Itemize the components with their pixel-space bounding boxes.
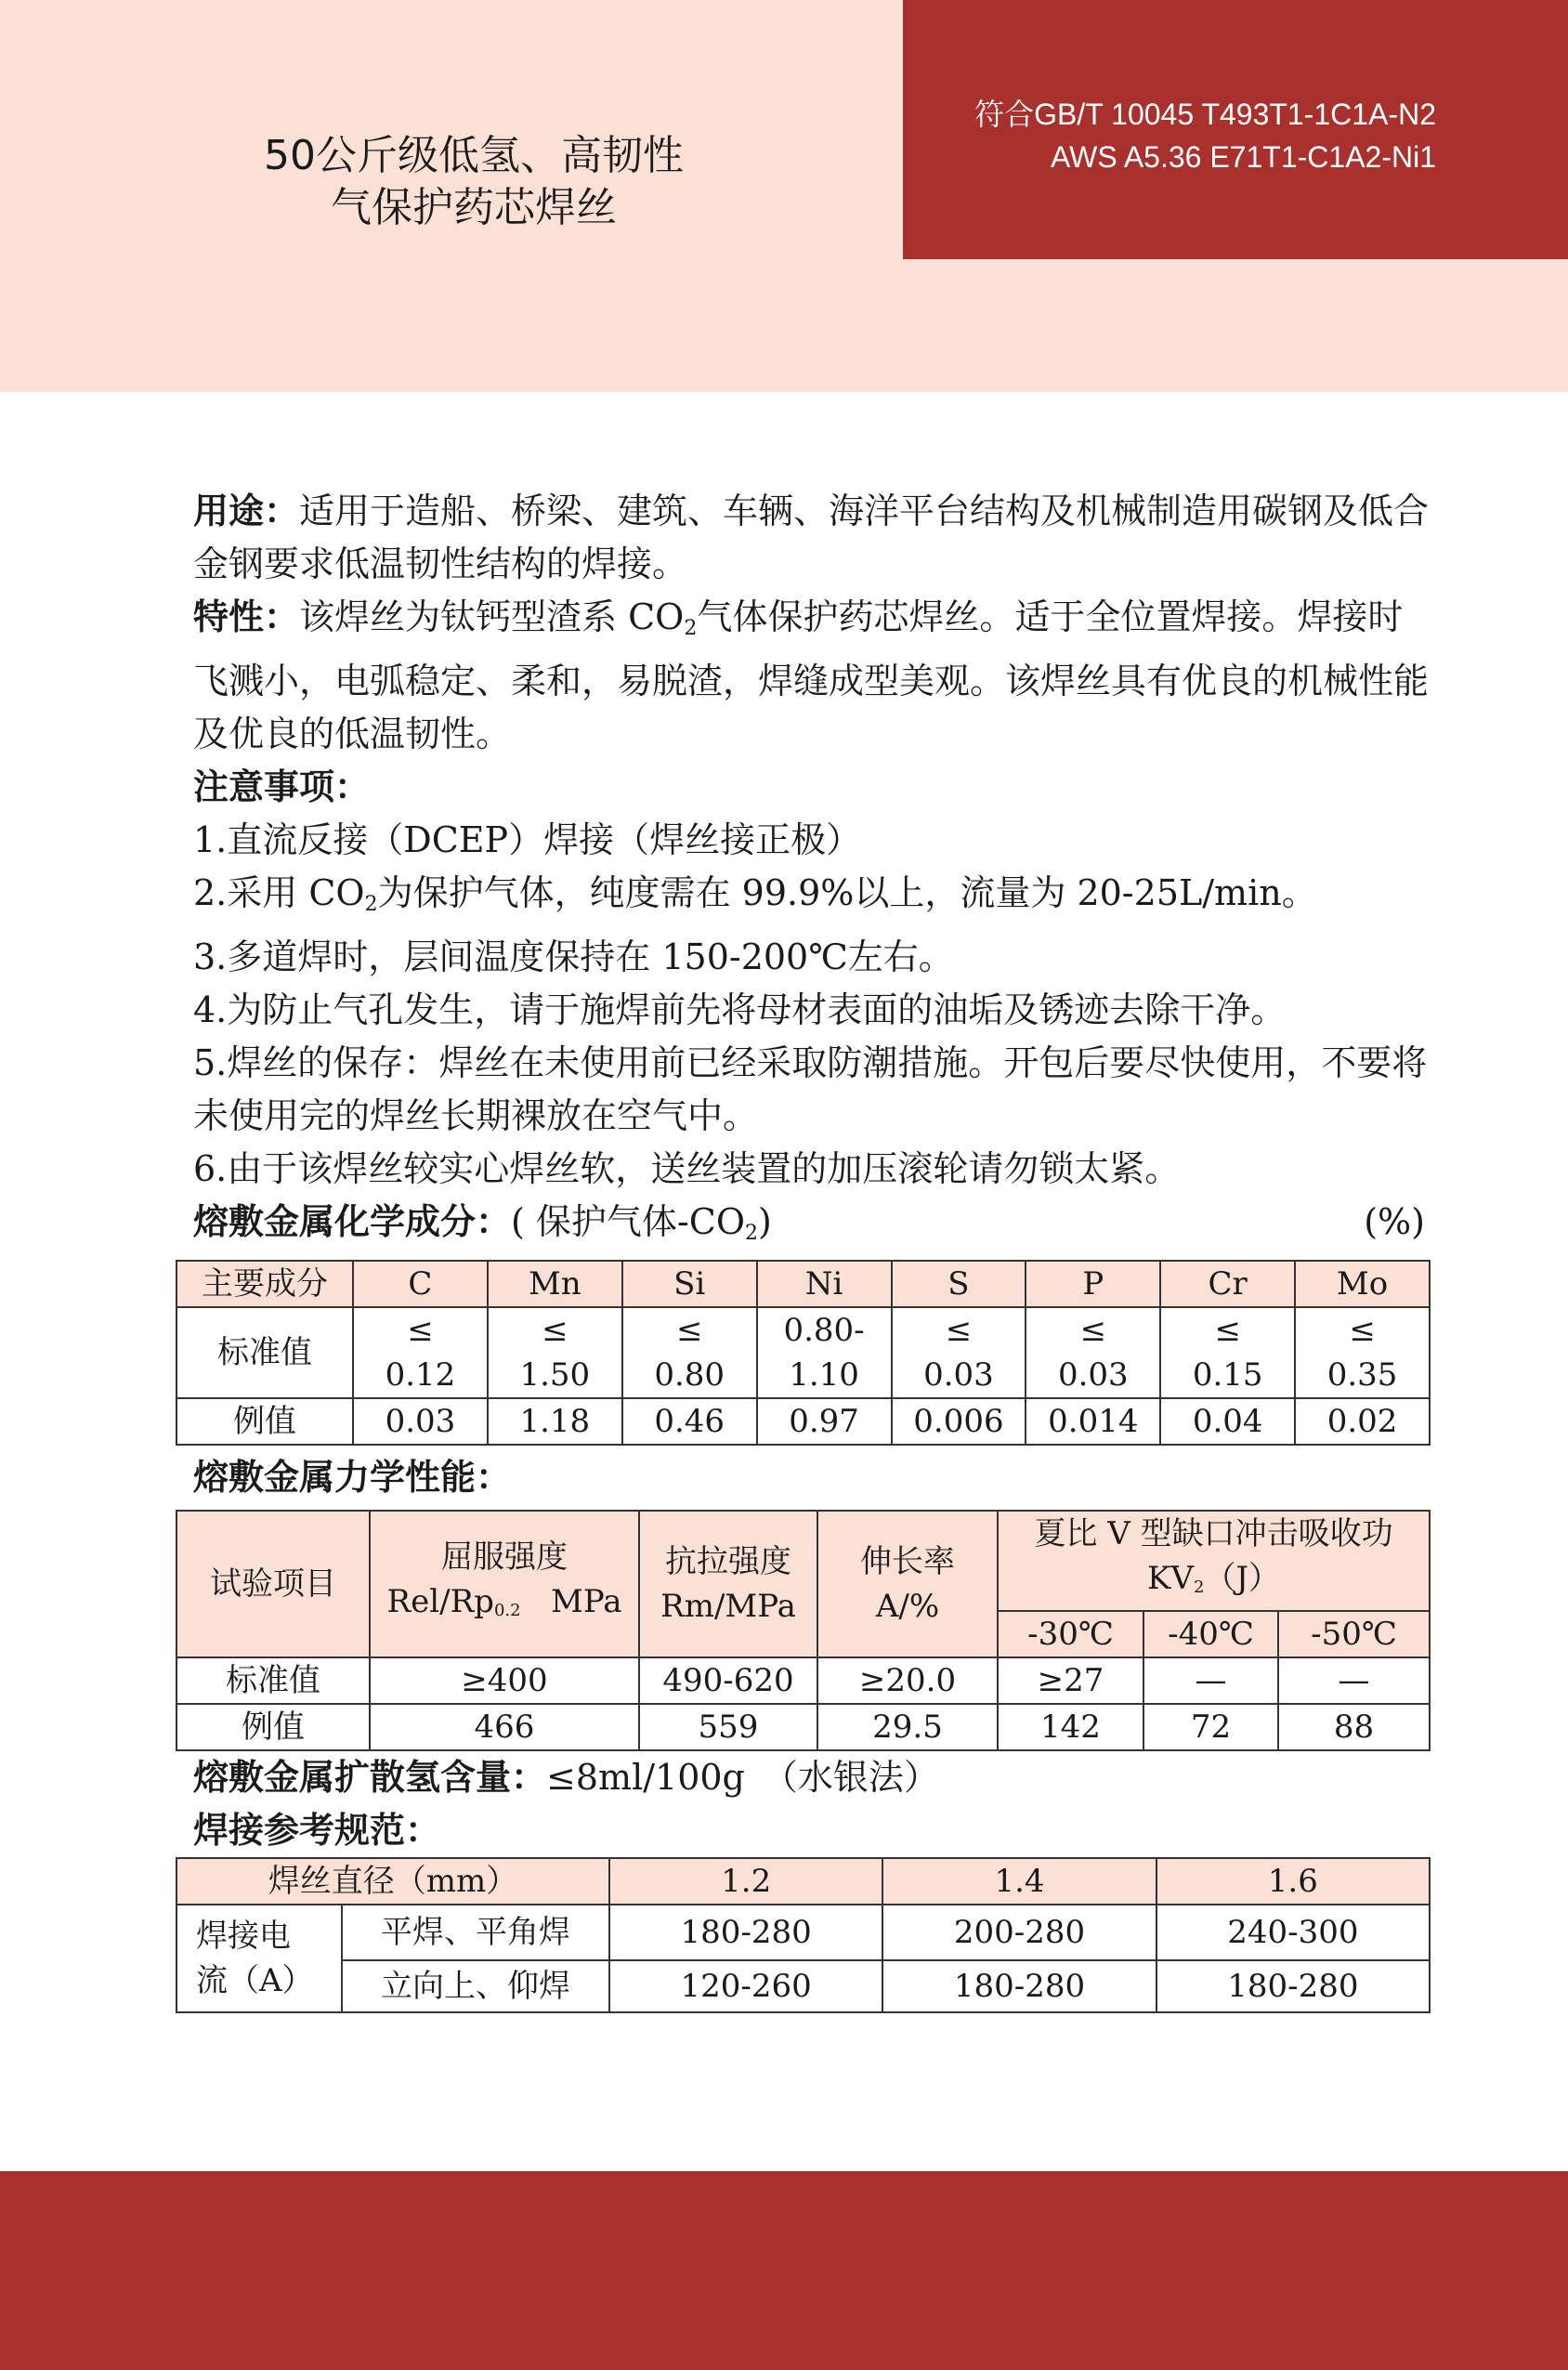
mech-elong-b: A/% bbox=[875, 1588, 940, 1625]
mech-temp-cell: -50℃ bbox=[1278, 1611, 1430, 1657]
chem-gas-sub: 2 bbox=[745, 1222, 758, 1245]
mech-standard-cell: 490-620 bbox=[639, 1657, 817, 1704]
mech-impact-b: KV bbox=[1146, 1560, 1194, 1597]
mech-example-cell: 72 bbox=[1143, 1704, 1278, 1750]
note-3: 3.多道焊时，层间温度保持在 150-200℃左右。 bbox=[193, 936, 954, 977]
chem-std-bottom: 0.03 bbox=[1057, 1356, 1129, 1394]
features-sub: 2 bbox=[684, 617, 698, 640]
notes-heading: 注意事项： bbox=[193, 766, 371, 807]
standard-line-gb: 符合GB/T 10045 T493T1-1C1A-N2 bbox=[974, 98, 1436, 131]
mech-impact-header bbox=[998, 1511, 1430, 1611]
chem-example-cell: 0.04 bbox=[1160, 1398, 1295, 1445]
mech-yield-a: 屈服强度 bbox=[441, 1539, 568, 1576]
features-text-b: 气体保护药芯焊丝。适于全位置焊接。焊接时飞溅小，电弧稳定、柔和，易脱渣，焊缝成型美观。该焊丝具有优良的机械性能及优良的低温韧性。 bbox=[193, 596, 1430, 754]
chem-standard-cell bbox=[1026, 1307, 1160, 1398]
weld-current-label bbox=[176, 1905, 342, 2012]
chem-std-bottom: 1.10 bbox=[789, 1356, 859, 1394]
note-4: 4.为防止气孔发生，请于施焊前先将母材表面的油垢及锈迹去除干净。 bbox=[193, 989, 1287, 1030]
mech-standard-label: 标准值 bbox=[176, 1657, 370, 1704]
chem-example-label: 例值 bbox=[176, 1398, 353, 1445]
chem-std-top: ≤ bbox=[1214, 1312, 1241, 1349]
usage-text: 适用于造船、桥梁、建筑、车辆、海洋平台结构及机械制造用碳钢及低合金钢要求低温韧性结构的焊接。 bbox=[193, 491, 1430, 584]
mech-tensile-a: 抗拉强度 bbox=[665, 1543, 791, 1580]
chem-table bbox=[176, 1260, 1431, 1446]
chem-example-cell: 0.014 bbox=[1026, 1398, 1160, 1445]
chem-header-cell: 主要成分 bbox=[176, 1261, 353, 1307]
weld-row-vertical bbox=[176, 1960, 1430, 2012]
mech-yield-sub: 0.2 bbox=[493, 1601, 521, 1620]
chem-heading-row bbox=[193, 1196, 1431, 1260]
note-1: 1.直流反接（DCEP）焊接（焊丝接正极） bbox=[193, 819, 862, 860]
chem-gas-b: ) bbox=[758, 1201, 772, 1242]
chem-heading bbox=[193, 1196, 772, 1260]
chem-header-cell: Ni bbox=[757, 1261, 892, 1307]
standard-box bbox=[903, 0, 1568, 259]
product-title bbox=[139, 130, 808, 234]
weld-pos1-cell: 180-280 bbox=[609, 1905, 882, 1960]
chem-example-cell: 0.02 bbox=[1295, 1398, 1430, 1445]
note-6: 6.由于该焊丝较实心焊丝软，送丝装置的加压滚轮请勿锁太紧。 bbox=[193, 1148, 1181, 1189]
chem-example-cell: 0.97 bbox=[757, 1398, 892, 1445]
mech-standard-cell: ≥27 bbox=[998, 1657, 1143, 1704]
mech-impact-sub: 2 bbox=[1193, 1578, 1205, 1597]
mech-yield-b-line bbox=[371, 1579, 638, 1633]
hydrogen-label: 熔敷金属扩散氢含量： bbox=[193, 1757, 547, 1798]
mech-impact-a: 夏比 V 型缺口冲击吸收功 bbox=[1034, 1515, 1393, 1552]
mech-heading: 熔敷金属力学性能： bbox=[193, 1457, 512, 1498]
chem-std-bottom: 0.35 bbox=[1326, 1356, 1398, 1394]
chem-header-cell: Mo bbox=[1295, 1261, 1430, 1307]
mech-header-row-1 bbox=[176, 1511, 1430, 1611]
chem-example-row bbox=[176, 1398, 1430, 1445]
mech-impact-c: （J） bbox=[1204, 1560, 1281, 1597]
chem-heading-label: 熔敷金属化学成分： bbox=[193, 1201, 512, 1242]
weld-table bbox=[176, 1857, 1431, 2013]
weld-pos2-cell: 180-280 bbox=[1156, 1960, 1430, 2012]
note-5: 5.焊丝的保存：焊丝在未使用前已经采取防潮措施。开包后要尽快使用，不要将未使用完的焊丝长期裸放在空气中。 bbox=[193, 1042, 1428, 1136]
mech-example-cell: 466 bbox=[370, 1704, 639, 1750]
mech-example-cell: 559 bbox=[639, 1704, 817, 1750]
weld-pos1-label: 平焊、平角焊 bbox=[342, 1905, 609, 1960]
chem-std-top: ≤ bbox=[945, 1312, 973, 1349]
mech-example-cell: 88 bbox=[1278, 1704, 1430, 1750]
weld-pos1-cell: 240-300 bbox=[1156, 1905, 1430, 1960]
chem-standard-cell bbox=[1160, 1307, 1295, 1398]
features-label: 特性： bbox=[193, 596, 300, 637]
hydrogen-value: ≤8ml/100g （水银法） bbox=[546, 1757, 939, 1798]
chem-header-cell: C bbox=[353, 1261, 488, 1307]
chem-std-top: ≤ bbox=[407, 1312, 434, 1349]
weld-pos1-cell: 200-280 bbox=[882, 1905, 1156, 1960]
main-content bbox=[193, 485, 1431, 2013]
chem-standard-cell bbox=[757, 1307, 892, 1398]
chem-std-top: ≤ bbox=[1349, 1312, 1376, 1349]
weld-row-flat bbox=[176, 1905, 1430, 1960]
weld-heading: 焊接参考规范： bbox=[193, 1810, 441, 1851]
chem-std-top: ≤ bbox=[542, 1312, 568, 1349]
chem-example-cell: 0.006 bbox=[892, 1398, 1026, 1445]
mech-elong-header bbox=[817, 1511, 998, 1657]
chem-std-bottom: 0.12 bbox=[385, 1356, 456, 1394]
mech-tensile-header bbox=[639, 1511, 817, 1657]
mech-example-cell: 29.5 bbox=[817, 1704, 998, 1750]
mech-elong-a: 伸长率 bbox=[860, 1543, 955, 1580]
chem-std-top: ≤ bbox=[675, 1312, 703, 1349]
chem-header-cell: Cr bbox=[1160, 1261, 1295, 1307]
weld-dia-cell: 1.6 bbox=[1156, 1858, 1430, 1905]
mech-temp-cell: -40℃ bbox=[1143, 1611, 1278, 1657]
chem-header-cell: S bbox=[892, 1261, 1026, 1307]
weld-pos2-label: 立向上、仰焊 bbox=[342, 1960, 609, 2012]
hydrogen-line bbox=[193, 1751, 1431, 1804]
chem-gas-a: ( 保护气体-CO bbox=[511, 1201, 745, 1242]
weld-header-row bbox=[176, 1858, 1430, 1905]
note-2-b: 为保护气体，纯度需在 99.9%以上，流量为 20-25L/min。 bbox=[377, 872, 1317, 913]
chem-standard-cell bbox=[353, 1307, 488, 1398]
weld-dia-label: 焊丝直径（mm） bbox=[176, 1858, 609, 1905]
chem-example-cell: 0.46 bbox=[622, 1398, 757, 1445]
usage-paragraph bbox=[193, 485, 1431, 591]
weld-dia-cell: 1.2 bbox=[609, 1858, 882, 1905]
chem-standard-cell bbox=[488, 1307, 622, 1398]
note-2-sub: 2 bbox=[364, 893, 378, 916]
chem-header-cell: Mn bbox=[488, 1261, 622, 1307]
mech-example-row bbox=[176, 1704, 1430, 1750]
mech-standard-cell: ≥20.0 bbox=[817, 1657, 998, 1704]
usage-label: 用途： bbox=[193, 491, 300, 531]
mech-yield-header bbox=[370, 1511, 639, 1657]
chem-std-bottom: 0.03 bbox=[923, 1356, 994, 1394]
chem-std-bottom: 0.15 bbox=[1192, 1356, 1263, 1394]
chem-std-top: 0.80- bbox=[783, 1312, 865, 1349]
mech-yield-unit: MPa bbox=[551, 1583, 622, 1620]
mech-yield-b: Rel/Rp bbox=[386, 1583, 494, 1620]
chem-standard-row bbox=[176, 1307, 1430, 1398]
chem-standard-cell bbox=[1295, 1307, 1430, 1398]
product-title-line2: 气保护药芯焊丝 bbox=[331, 184, 617, 231]
chem-standard-cell bbox=[622, 1307, 757, 1398]
mech-standard-cell: ≥400 bbox=[370, 1657, 639, 1704]
note-2 bbox=[193, 867, 1431, 931]
mech-standard-cell: — bbox=[1278, 1657, 1430, 1704]
chem-std-top: ≤ bbox=[1079, 1312, 1107, 1349]
mech-item-header: 试验项目 bbox=[176, 1511, 370, 1657]
chem-example-cell: 1.18 bbox=[488, 1398, 622, 1445]
chem-std-bottom: 0.80 bbox=[654, 1356, 725, 1394]
weld-dia-cell: 1.4 bbox=[882, 1858, 1156, 1905]
footer-band bbox=[0, 2171, 1568, 2370]
product-title-line1: 50公斤级低氢、高韧性 bbox=[264, 132, 684, 179]
chem-header-row bbox=[176, 1261, 1430, 1307]
mech-tensile-b: Rm/MPa bbox=[660, 1588, 796, 1625]
chem-header-cell: P bbox=[1026, 1261, 1160, 1307]
standard-line-aws: AWS A5.36 E71T1-C1A2-Ni1 bbox=[1051, 140, 1436, 174]
chem-standard-label: 标准值 bbox=[176, 1307, 353, 1398]
note-2-a: 2.采用 CO bbox=[193, 872, 365, 913]
mech-standard-cell: — bbox=[1143, 1657, 1278, 1704]
features-text-a: 该焊丝为钛钙型渣系 CO bbox=[299, 596, 685, 637]
chem-header-cell: Si bbox=[622, 1261, 757, 1307]
weld-pos2-cell: 120-260 bbox=[609, 1960, 882, 2012]
chem-unit: (%) bbox=[1364, 1201, 1425, 1242]
standard-lines bbox=[974, 93, 1436, 178]
chem-std-bottom: 1.50 bbox=[519, 1356, 591, 1394]
weld-current-label-b: 流（A） bbox=[196, 1962, 314, 1999]
mech-impact-b-line bbox=[999, 1556, 1429, 1610]
weld-pos2-cell: 180-280 bbox=[882, 1960, 1156, 2012]
weld-current-label-a: 焊接电 bbox=[196, 1918, 291, 1955]
mech-standard-row bbox=[176, 1657, 1430, 1704]
features-paragraph bbox=[193, 591, 1431, 761]
mech-example-cell: 142 bbox=[998, 1704, 1143, 1750]
chem-standard-cell bbox=[892, 1307, 1026, 1398]
mech-example-label: 例值 bbox=[176, 1704, 370, 1750]
mech-table bbox=[176, 1510, 1431, 1751]
chem-example-cell: 0.03 bbox=[353, 1398, 488, 1445]
mech-temp-cell: -30℃ bbox=[998, 1611, 1143, 1657]
